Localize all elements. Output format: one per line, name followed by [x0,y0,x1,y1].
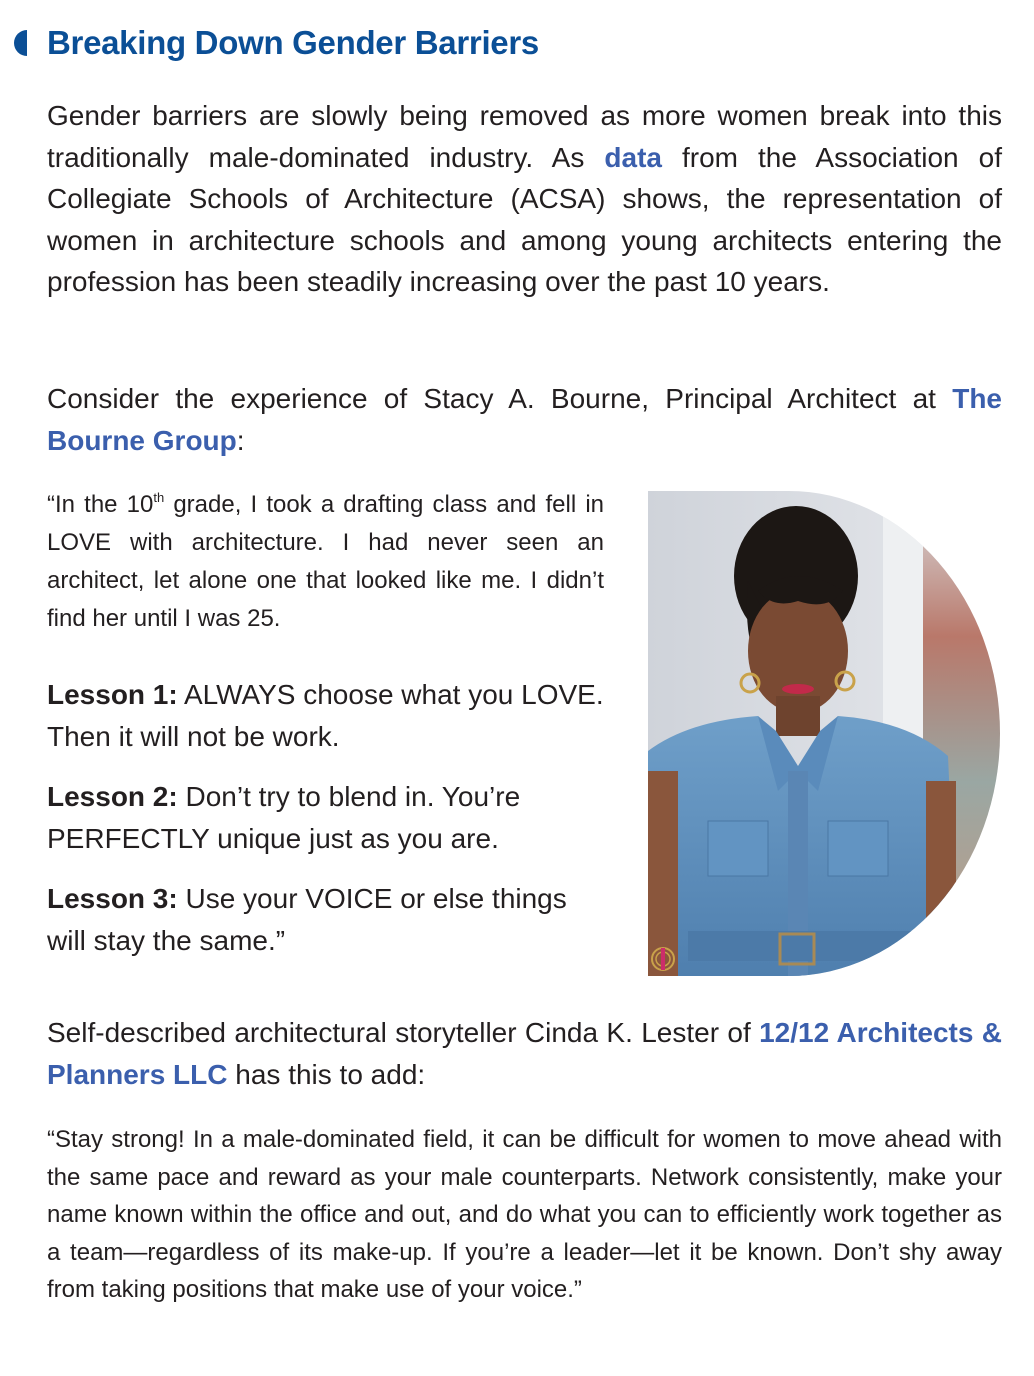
lesson-3 [47,878,607,962]
consider-paragraph [47,378,1002,461]
cinda-paragraph [47,1012,1002,1095]
cinda-text-cont: has this to add: [227,1058,426,1090]
lesson-label: Lesson 1: [47,679,178,710]
portrait-illustration [648,491,1000,976]
portrait-photo [648,491,1000,976]
section-heading [14,24,539,62]
consider-text: Consider the experience of Stacy A. Bourne, Principal Architect at [47,383,953,414]
half-circle-icon [14,30,27,56]
quote-text-cont: grade, I took a drafting class and fell in LOVE with architecture. I had never seen an architect, let alone one that looked like me. I didn’t find her until I was 25. [47,491,604,632]
bourne-group-link[interactable]: The Bourne Group [47,383,1002,456]
quote-text: “In the 10 [47,491,154,518]
lesson-text: Don’t try to blend in. You’re PERFECTLY unique just as you are. [47,781,521,854]
bourne-quote [47,486,604,638]
lesson-label: Lesson 2: [47,781,178,812]
lesson-text: Use your VOICE or else things will stay the same.” [47,883,567,956]
ordinal-suffix: th [153,490,165,505]
gold-ring-logo-icon [652,948,674,970]
lesson-2 [47,776,607,860]
lesson-1 [47,674,607,758]
intro-paragraph [47,95,1002,303]
lesson-text: ALWAYS choose what you LOVE. Then it will not be work. [47,679,604,752]
lester-quote: “Stay strong! In a male-dominated field, it can be difficult for women to move ahead with the same pace and reward as your male counterparts. Network consistently, make your name known within the office and out, and do what you can to efficiently work together as a team—regardless of its make-up. If you’re a leader—let it be known. Don’t shy away from taking positions that make use of your voice.” [47,1126,1002,1304]
intro-text-cont: from the Association of Collegiate Schools of Architecture (ACSA) shows, the representation of women in architecture schools and among young architects entering the profession has been steadily increasing over the past 10 years. [47,141,1002,297]
page-title: Breaking Down Gender Barriers [47,24,539,61]
intro-text: Gender barriers are slowly being removed as more women break into this traditionally male-dominated industry. As [47,100,1002,173]
architects-planners-link[interactable]: 12/12 Architects & Planners LLC [47,1017,1003,1090]
lesson-label: Lesson 3: [47,883,178,914]
consider-colon: : [236,424,245,456]
cinda-text: Self-described architectural storyteller Cinda K. Lester of [47,1017,760,1048]
data-link[interactable]: data [604,141,662,173]
